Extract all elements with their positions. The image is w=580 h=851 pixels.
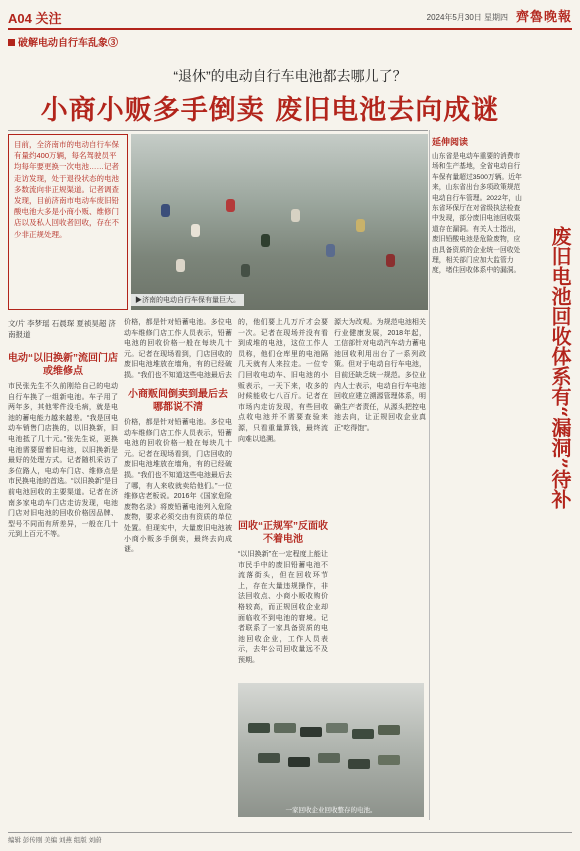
photo2-caption: 一家回收企业回收整存的电池。 [285, 807, 377, 814]
issue-date: 2024年5月30日 星期四 [426, 13, 508, 22]
newspaper-masthead: 齊魯晚報 [515, 10, 572, 25]
column-2-top: 价格，都是针对铅蓄电池。多位电动车维修门店工作人员表示，铅蓄电池的回收价格一般在每块几十元。记者在现场看到，门店回收的废旧电池堆放在墙角，有的已经破损。“我们也不知道这些电池最后去 [124, 319, 232, 378]
column-1: 市民张先生不久前刚给自己的电动自行车换了一组新电池。车子用了两年多，其他零件没毛病，就是电池的蓄电能力越来越差。“我是回电动车销售门店换的，以旧换新，旧电池抵了几十元。”张先生说，更换电池需要留着旧电池，以旧换新是最好的处理方式。记者随机采访了多位路人，电动车门店、维修点是市民换电池的首选。“以旧换新”是目前电池回收的主要渠道。记者在济南多家电动车门店走访发现，电池门店对旧电池的回收价格因品牌、型号不同而有所差异，一般在几十元到上百元不等。 [8, 383, 118, 539]
article-kicker: “退休”的电动自行车电池都去哪儿了？ [173, 68, 407, 84]
series-title: 破解电动自行车乱象③ [8, 34, 118, 49]
sidebar-label: 延伸阅读 [432, 137, 469, 147]
column-3-lower: “以旧换新”在一定程度上能让市民手中的废旧铅蓄电池不流落街头，但在回收环节上，存在大量违规操作，非法回收点、小商小贩收购价格较高，而正规回收企业却面临收不到电池的窘境。记者联系了一家具备资质的电池回收企业，工作人员表示，去年公司回收量远不及预期。 [238, 551, 328, 664]
sidebar-text: 山东省是电动车重要的消费市场和生产基地，全省电动自行车保有量超过3500万辆。近年来，山东省出台多项政策规范电动自行车管理。2022年，山东省环保厅在对省级执法检查中发现，部分废旧电池回收渠道存在漏洞。有关人士指出，废旧铅酸电池是危险废物，应由具备资质的企业统一回收处理，相关部门应加大监管力度，堵住回收体系中的漏洞。 [432, 153, 522, 275]
page-number: A04 关注 [8, 11, 62, 26]
traffic-photo [131, 134, 428, 310]
column-4: 源大为改观。为规范电池相关行业健康发展，2018年起，工信部针对电动汽车动力蓄电池回收利用出台了一系列政策。但对于电动自行车电池，目前还缺乏统一规范。多位业内人士表示，电动自行车电池回收应建立溯源管理体系，明确生产者责任，从源头把控电池去向，让正规回收企业真正“吃得饱”。 [334, 319, 426, 432]
sidebar-headline: 废旧电池回收体系有“漏洞”待补 [548, 226, 572, 510]
subhead-trade-in: 电动“以旧换新”流回门店或维修点 [8, 353, 118, 377]
column-divider [429, 130, 430, 820]
article-headline: 小商小贩多手倒卖 废旧电池去向成谜 [40, 95, 500, 126]
page-footer: 编辑 彭传刚 美编 刘燕 组版 刘蔚 [8, 832, 572, 844]
byline: 文/片 李梦瑶 石晨琛 夏祯昊超 济南报道 [8, 319, 116, 339]
photo-caption: ▶济南的电动自行车保有量巨大。 [131, 294, 244, 306]
subhead-regular-recyclers: 回收“正规军”反面收不着电池 [238, 521, 328, 545]
page-header [8, 6, 572, 30]
column-2: 价格，都是针对铅蓄电池。多位电动车维修门店工作人员表示，铅蓄电池的回收价格一般在每块几十元。记者在现场看到，门店回收的废旧电池堆放在墙角，有的已经破损。“我们也不知道这些电池最后去了哪，有人来收就卖给他们。”一位维修店老板说。2016年《国家危险废物名录》将废铅蓄电池列入危险废物，要求必须交由有资质的单位处置。但现实中，大量废旧电池被小商小贩多手倒卖，最终去向成谜。 [124, 419, 232, 554]
sidebar-extended-reading [432, 130, 572, 820]
subhead-vendors: 小商贩间倒卖到最后去哪都说不清 [128, 389, 228, 413]
divider [8, 130, 428, 131]
column-3: 的，他们要上几万斤才会要一次。记者在现场并没有看到成堆的电池，这位工作人员称，他们仓库里的电池隔几天就有人来拉走。一位专门回收电动车、旧电池的小贩表示，一天下来，收多的时候能收七八百斤。记者在市场内走访发现，有些回收点收电池并不需要查验来源，只看重量算钱，最终流向难以追溯。 [238, 319, 328, 443]
lead-paragraph: 目前，全济南市的电动自行车保有量约400万辆，每名驾驶员平均每年要更换一次电池……记者走访发现，处于退役状态的电池多数流向非正规渠道。记者调查发现，目前济南市电动车废旧铅酸电池大多是小商小贩、维修门店以及私人回收者回收，存在不少非正规处理。 [8, 134, 128, 310]
battery-warehouse-photo [238, 683, 424, 817]
square-bullet-icon [8, 39, 15, 46]
